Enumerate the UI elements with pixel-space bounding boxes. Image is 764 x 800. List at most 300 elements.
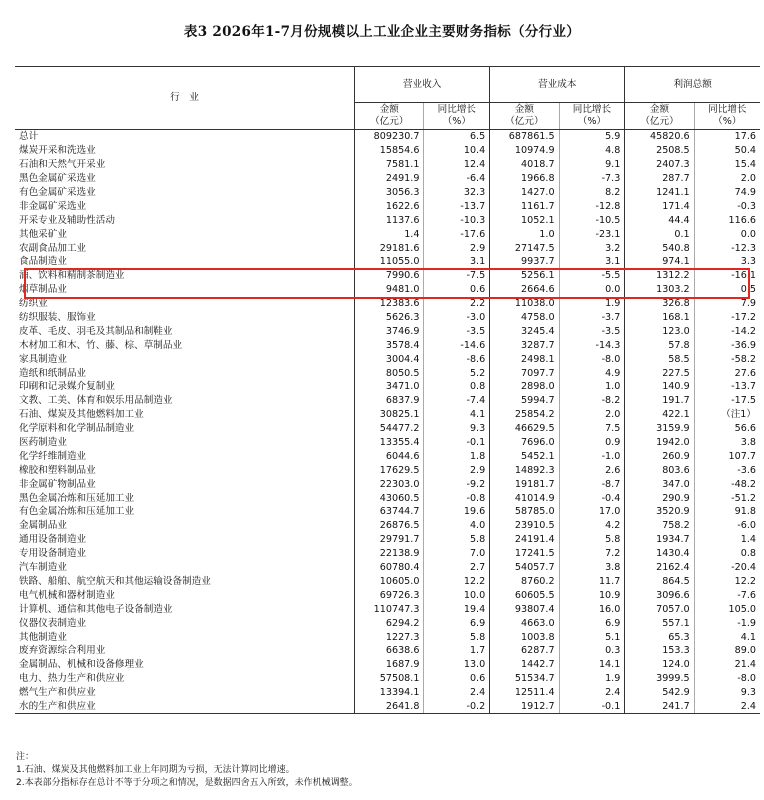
value-cell: 0.6	[424, 672, 490, 686]
value-cell: 0.8	[424, 380, 490, 394]
subheader-3: 同比增长 （%）	[559, 103, 625, 130]
value-cell: -10.3	[424, 213, 490, 227]
value-cell: 326.8	[625, 297, 694, 311]
industry-name-cell: 医药制造业	[19, 437, 67, 449]
value-cell: 58785.0	[490, 505, 559, 519]
value-cell: 60605.5	[490, 588, 559, 602]
value-cell: 110747.3	[355, 602, 424, 616]
value-cell: 46629.5	[490, 422, 559, 436]
value-cell: -7.5	[424, 269, 490, 283]
value-cell: 19.6	[424, 505, 490, 519]
value-cell: 2.9	[424, 463, 490, 477]
value-cell: 21.4	[694, 658, 760, 672]
table-row	[15, 255, 760, 269]
industry-name-cell: 橡胶和塑料制品业	[19, 464, 96, 476]
value-cell: 347.0	[625, 477, 694, 491]
value-cell: 3159.9	[625, 422, 694, 436]
value-cell: 32.3	[424, 186, 490, 200]
value-cell: 1942.0	[625, 436, 694, 450]
value-cell: -5.5	[559, 269, 625, 283]
industry-name-cell: 黑色金属矿采选业	[19, 173, 96, 185]
value-cell: -17.5	[694, 394, 760, 408]
value-cell: 864.5	[625, 575, 694, 589]
footnote-1: 1.石油、煤炭及其他燃料加工业上年同期为亏损，无法计算同比增速。	[16, 765, 295, 775]
value-cell: 9.1	[559, 158, 625, 172]
table-row	[15, 324, 760, 338]
industry-name-cell: 汽车制造业	[19, 562, 67, 574]
group-header-cost: 营业成本	[490, 67, 625, 103]
value-cell: -8.7	[559, 477, 625, 491]
value-cell: 17.6	[694, 130, 760, 144]
value-cell: 14.1	[559, 658, 625, 672]
value-cell: 8050.5	[355, 366, 424, 380]
value-cell: 1.9	[559, 672, 625, 686]
table-row	[15, 186, 760, 200]
value-cell: 10.0	[424, 588, 490, 602]
value-cell: 93807.4	[490, 602, 559, 616]
value-cell: 14892.3	[490, 463, 559, 477]
value-cell: 5.1	[559, 630, 625, 644]
value-cell: 12.2	[694, 575, 760, 589]
value-cell: 7581.1	[355, 158, 424, 172]
value-cell: 5994.7	[490, 394, 559, 408]
value-cell: 241.7	[625, 700, 694, 714]
table-row	[15, 491, 760, 505]
value-cell: 15854.6	[355, 144, 424, 158]
value-cell: 4.2	[559, 519, 625, 533]
industry-name-cell: 铁路、船舶、航空航天和其他运输设备制造业	[19, 575, 211, 587]
industry-name-cell: 非金属矿物制品业	[19, 478, 96, 490]
value-cell: （注1）	[694, 408, 760, 422]
value-cell: 45820.6	[625, 130, 694, 144]
value-cell: -6.4	[424, 172, 490, 186]
value-cell: -12.8	[559, 199, 625, 213]
industry-name-cell: 农副食品加工业	[19, 242, 87, 254]
value-cell: 29791.7	[355, 533, 424, 547]
value-cell: 7696.0	[490, 436, 559, 450]
value-cell: 3.1	[559, 255, 625, 269]
value-cell: -16.1	[694, 269, 760, 283]
value-cell: 3287.7	[490, 338, 559, 352]
value-cell: 1.4	[355, 227, 424, 241]
value-cell: 0.0	[694, 227, 760, 241]
value-cell: 7.0	[424, 547, 490, 561]
subheader-0: 金额 （亿元）	[355, 103, 424, 130]
value-cell: 0.9	[559, 436, 625, 450]
value-cell: 4663.0	[490, 616, 559, 630]
table-row	[15, 533, 760, 547]
value-cell: 24191.4	[490, 533, 559, 547]
table-row	[15, 672, 760, 686]
table-row	[15, 519, 760, 533]
industry-name-cell: 黑色金属冶炼和压延加工业	[19, 492, 135, 504]
value-cell: -17.6	[424, 227, 490, 241]
value-cell: 13355.4	[355, 436, 424, 450]
value-cell: 60780.4	[355, 561, 424, 575]
value-cell: 2664.6	[490, 283, 559, 297]
value-cell: 2498.1	[490, 352, 559, 366]
value-cell: -8.0	[559, 352, 625, 366]
value-cell: 168.1	[625, 311, 694, 325]
value-cell: 2407.3	[625, 158, 694, 172]
industry-name-cell: 废弃资源综合利用业	[19, 645, 106, 657]
value-cell: 13.0	[424, 658, 490, 672]
value-cell: 6287.7	[490, 644, 559, 658]
table-row	[15, 616, 760, 630]
value-cell: 7057.0	[625, 602, 694, 616]
value-cell: 2.0	[694, 172, 760, 186]
value-cell: 6.5	[424, 130, 490, 144]
value-cell: 2.0	[559, 408, 625, 422]
table-row	[15, 172, 760, 186]
table-row	[15, 422, 760, 436]
value-cell: -13.7	[694, 380, 760, 394]
value-cell: 6.9	[424, 616, 490, 630]
value-cell: 27.6	[694, 366, 760, 380]
industry-name-cell: 通用设备制造业	[19, 534, 87, 546]
value-cell: 29181.6	[355, 241, 424, 255]
value-cell: 803.6	[625, 463, 694, 477]
value-cell: 11055.0	[355, 255, 424, 269]
industry-name-cell: 非金属矿采选业	[19, 200, 87, 212]
group-header-profit: 利润总额	[625, 67, 760, 103]
value-cell: 422.1	[625, 408, 694, 422]
subheader-1: 同比增长 （%）	[424, 103, 490, 130]
value-cell: -8.0	[694, 672, 760, 686]
value-cell: 2491.9	[355, 172, 424, 186]
value-cell: 12.2	[424, 575, 490, 589]
table-row	[15, 338, 760, 352]
value-cell: 3578.4	[355, 338, 424, 352]
value-cell: 1.7	[424, 644, 490, 658]
value-cell: 5.8	[559, 533, 625, 547]
value-cell: 5.9	[559, 130, 625, 144]
value-cell: 50.4	[694, 144, 760, 158]
value-cell: 11.7	[559, 575, 625, 589]
value-cell: 3.8	[559, 561, 625, 575]
value-cell: -3.5	[559, 324, 625, 338]
value-cell: -58.2	[694, 352, 760, 366]
industry-name-cell: 计算机、通信和其他电子设备制造业	[19, 603, 173, 615]
value-cell: 8.2	[559, 186, 625, 200]
value-cell: 9937.7	[490, 255, 559, 269]
value-cell: 809230.7	[355, 130, 424, 144]
value-cell: 3.1	[424, 255, 490, 269]
value-cell: 57.8	[625, 338, 694, 352]
value-cell: 2.4	[424, 686, 490, 700]
value-cell: -10.5	[559, 213, 625, 227]
industry-name-cell: 印刷和记录媒介复制业	[19, 381, 115, 393]
value-cell: 1687.9	[355, 658, 424, 672]
industry-name-cell: 金属制品业	[19, 520, 67, 532]
value-cell: 4.8	[559, 144, 625, 158]
industry-name-cell: 石油和天然气开采业	[19, 159, 106, 171]
value-cell: 105.0	[694, 602, 760, 616]
value-cell: -6.0	[694, 519, 760, 533]
value-cell: -20.4	[694, 561, 760, 575]
value-cell: 0.3	[559, 644, 625, 658]
value-cell: 12511.4	[490, 686, 559, 700]
value-cell: 153.3	[625, 644, 694, 658]
value-cell: -17.2	[694, 311, 760, 325]
value-cell: 6638.6	[355, 644, 424, 658]
value-cell: 1.0	[490, 227, 559, 241]
value-cell: 6.9	[559, 616, 625, 630]
value-cell: 171.4	[625, 199, 694, 213]
value-cell: 260.9	[625, 449, 694, 463]
value-cell: 17629.5	[355, 463, 424, 477]
value-cell: 63744.7	[355, 505, 424, 519]
value-cell: 9481.0	[355, 283, 424, 297]
value-cell: 54057.7	[490, 561, 559, 575]
value-cell: 9.3	[424, 422, 490, 436]
value-cell: -3.7	[559, 311, 625, 325]
value-cell: 227.5	[625, 366, 694, 380]
subheader-4: 金额 （亿元）	[625, 103, 694, 130]
value-cell: 16.0	[559, 602, 625, 616]
value-cell: 12.4	[424, 158, 490, 172]
value-cell: 557.1	[625, 616, 694, 630]
value-cell: 4.0	[424, 519, 490, 533]
table-row	[15, 602, 760, 616]
value-cell: 12383.6	[355, 297, 424, 311]
table-row	[15, 352, 760, 366]
value-cell: 1052.1	[490, 213, 559, 227]
table-row	[15, 380, 760, 394]
value-cell: 3245.4	[490, 324, 559, 338]
value-cell: 5.8	[424, 630, 490, 644]
table-row	[15, 575, 760, 589]
subheader-2: 金额 （亿元）	[490, 103, 559, 130]
value-cell: 1161.7	[490, 199, 559, 213]
value-cell: 1622.6	[355, 199, 424, 213]
industry-header: 行 业	[15, 67, 355, 130]
value-cell: 3.2	[559, 241, 625, 255]
value-cell: 3096.6	[625, 588, 694, 602]
industry-name-cell: 纺织业	[19, 298, 48, 310]
value-cell: 1137.6	[355, 213, 424, 227]
value-cell: 1312.2	[625, 269, 694, 283]
industry-name-cell: 化学纤维制造业	[19, 450, 87, 462]
table-row	[15, 658, 760, 672]
value-cell: 2.9	[424, 241, 490, 255]
value-cell: -3.0	[424, 311, 490, 325]
value-cell: 3.3	[694, 255, 760, 269]
value-cell: 0.8	[694, 547, 760, 561]
table-row	[15, 130, 760, 144]
industry-name-cell: 燃气生产和供应业	[19, 687, 96, 699]
industry-name-cell: 煤炭开采和洗选业	[19, 145, 96, 157]
table-row	[15, 463, 760, 477]
value-cell: 3520.9	[625, 505, 694, 519]
industry-name-cell: 有色金属矿采选业	[19, 187, 96, 198]
value-cell: 5256.1	[490, 269, 559, 283]
value-cell: 687861.5	[490, 130, 559, 144]
table-row	[15, 477, 760, 491]
value-cell: 1427.0	[490, 186, 559, 200]
value-cell: 191.7	[625, 394, 694, 408]
value-cell: 2508.5	[625, 144, 694, 158]
value-cell: -1.9	[694, 616, 760, 630]
value-cell: -0.8	[424, 491, 490, 505]
value-cell: 7.5	[559, 422, 625, 436]
industry-name-cell: 皮革、毛皮、羽毛及其制品和制鞋业	[19, 325, 173, 337]
value-cell: 0.0	[559, 283, 625, 297]
value-cell: 1442.7	[490, 658, 559, 672]
value-cell: 4.9	[559, 366, 625, 380]
industry-name-cell: 造纸和纸制品业	[19, 367, 87, 379]
industry-name-cell: 文教、工美、体育和娱乐用品制造业	[19, 395, 173, 407]
financial-table	[15, 66, 760, 714]
table-row	[15, 227, 760, 241]
value-cell: 10974.9	[490, 144, 559, 158]
industry-name-cell: 木材加工和木、竹、藤、棕、草制品业	[19, 339, 183, 351]
value-cell: -14.3	[559, 338, 625, 352]
value-cell: 5626.3	[355, 311, 424, 325]
table-row	[15, 311, 760, 325]
group-header-revenue: 营业收入	[355, 67, 490, 103]
value-cell: 57508.1	[355, 672, 424, 686]
value-cell: 540.8	[625, 241, 694, 255]
industry-name-cell: 石油、煤炭及其他燃料加工业	[19, 409, 144, 421]
value-cell: 15.4	[694, 158, 760, 172]
table-row	[15, 644, 760, 658]
value-cell: 1934.7	[625, 533, 694, 547]
value-cell: -1.0	[559, 449, 625, 463]
industry-name-cell: 有色金属冶炼和压延加工业	[19, 506, 135, 518]
value-cell: 287.7	[625, 172, 694, 186]
industry-name-cell: 开采专业及辅助性活动	[19, 214, 115, 226]
value-cell: 5.8	[424, 533, 490, 547]
table-row	[15, 213, 760, 227]
value-cell: 123.0	[625, 324, 694, 338]
value-cell: 89.0	[694, 644, 760, 658]
value-cell: 25854.2	[490, 408, 559, 422]
industry-name-cell: 纺织服装、服饰业	[19, 312, 96, 324]
value-cell: -14.6	[424, 338, 490, 352]
value-cell: 19.4	[424, 602, 490, 616]
value-cell: 1227.3	[355, 630, 424, 644]
table-row	[15, 630, 760, 644]
value-cell: 10.9	[559, 588, 625, 602]
value-cell: 758.2	[625, 519, 694, 533]
value-cell: 0.6	[424, 283, 490, 297]
industry-name-cell: 金属制品、机械和设备修理业	[19, 659, 144, 671]
table-row	[15, 199, 760, 213]
industry-name-cell: 化学原料和化学制品制造业	[19, 423, 135, 435]
value-cell: 4.1	[424, 408, 490, 422]
value-cell: 56.6	[694, 422, 760, 436]
value-cell: 19181.7	[490, 477, 559, 491]
value-cell: 6044.6	[355, 449, 424, 463]
value-cell: 116.6	[694, 213, 760, 227]
value-cell: 2.7	[424, 561, 490, 575]
value-cell: 6294.2	[355, 616, 424, 630]
value-cell: 69726.3	[355, 588, 424, 602]
value-cell: 1.4	[694, 533, 760, 547]
industry-name-cell: 家具制造业	[19, 353, 67, 365]
value-cell: 1.9	[559, 297, 625, 311]
value-cell: 26876.5	[355, 519, 424, 533]
value-cell: 41014.9	[490, 491, 559, 505]
table-row	[15, 394, 760, 408]
value-cell: 10605.0	[355, 575, 424, 589]
highlight-box	[24, 268, 750, 299]
value-cell: 290.9	[625, 491, 694, 505]
value-cell: -7.4	[424, 394, 490, 408]
value-cell: 54477.2	[355, 422, 424, 436]
table-row	[15, 547, 760, 561]
value-cell: 7097.7	[490, 366, 559, 380]
value-cell: 2641.8	[355, 700, 424, 714]
value-cell: 4758.0	[490, 311, 559, 325]
table-row	[15, 505, 760, 519]
value-cell: 27147.5	[490, 241, 559, 255]
value-cell: -7.3	[559, 172, 625, 186]
value-cell: 51534.7	[490, 672, 559, 686]
industry-name-cell: 其他采矿业	[19, 228, 67, 240]
table-row	[15, 700, 760, 714]
table-row	[15, 436, 760, 450]
industry-name-cell: 食品制造业	[19, 256, 67, 268]
value-cell: -8.2	[559, 394, 625, 408]
value-cell: 11038.0	[490, 297, 559, 311]
value-cell: 2898.0	[490, 380, 559, 394]
value-cell: -8.6	[424, 352, 490, 366]
table-row	[15, 241, 760, 255]
value-cell: 7.2	[559, 547, 625, 561]
value-cell: 974.1	[625, 255, 694, 269]
table-row	[15, 449, 760, 463]
value-cell: 22303.0	[355, 477, 424, 491]
table-row	[15, 408, 760, 422]
value-cell: 3004.4	[355, 352, 424, 366]
industry-name-cell: 水的生产和供应业	[15, 700, 355, 714]
footnote-2: 2.本表部分指标存在总计不等于分项之和情况，是数据四舍五入所致，未作机械调整。	[16, 778, 358, 788]
value-cell: 1430.4	[625, 547, 694, 561]
value-cell: 43060.5	[355, 491, 424, 505]
value-cell: -7.6	[694, 588, 760, 602]
value-cell: 107.7	[694, 449, 760, 463]
value-cell: 65.3	[625, 630, 694, 644]
value-cell: 3056.3	[355, 186, 424, 200]
value-cell: -9.2	[424, 477, 490, 491]
industry-name-cell: 电气机械和器材制造业	[19, 589, 115, 601]
table-row	[15, 686, 760, 700]
value-cell: 74.9	[694, 186, 760, 200]
value-cell: -3.5	[424, 324, 490, 338]
industry-name-cell: 专用设备制造业	[19, 548, 87, 560]
value-cell: -13.7	[424, 199, 490, 213]
value-cell: 17.0	[559, 505, 625, 519]
footnotes	[16, 751, 358, 790]
value-cell: 2.4	[694, 700, 760, 714]
table-row	[15, 588, 760, 602]
value-cell: 23910.5	[490, 519, 559, 533]
value-cell: -36.9	[694, 338, 760, 352]
table-row	[15, 366, 760, 380]
industry-name-cell: 电力、热力生产和供应业	[19, 673, 125, 685]
value-cell: -0.2	[424, 700, 490, 714]
value-cell: 7990.6	[355, 269, 424, 283]
value-cell: 1.0	[559, 380, 625, 394]
table-title: 表3 2026年1-7月份规模以上工业企业主要财务指标（分行业）	[183, 24, 581, 40]
value-cell: -23.1	[559, 227, 625, 241]
value-cell: 58.5	[625, 352, 694, 366]
value-cell: -48.2	[694, 477, 760, 491]
value-cell: 7.9	[694, 297, 760, 311]
value-cell: 3746.9	[355, 324, 424, 338]
